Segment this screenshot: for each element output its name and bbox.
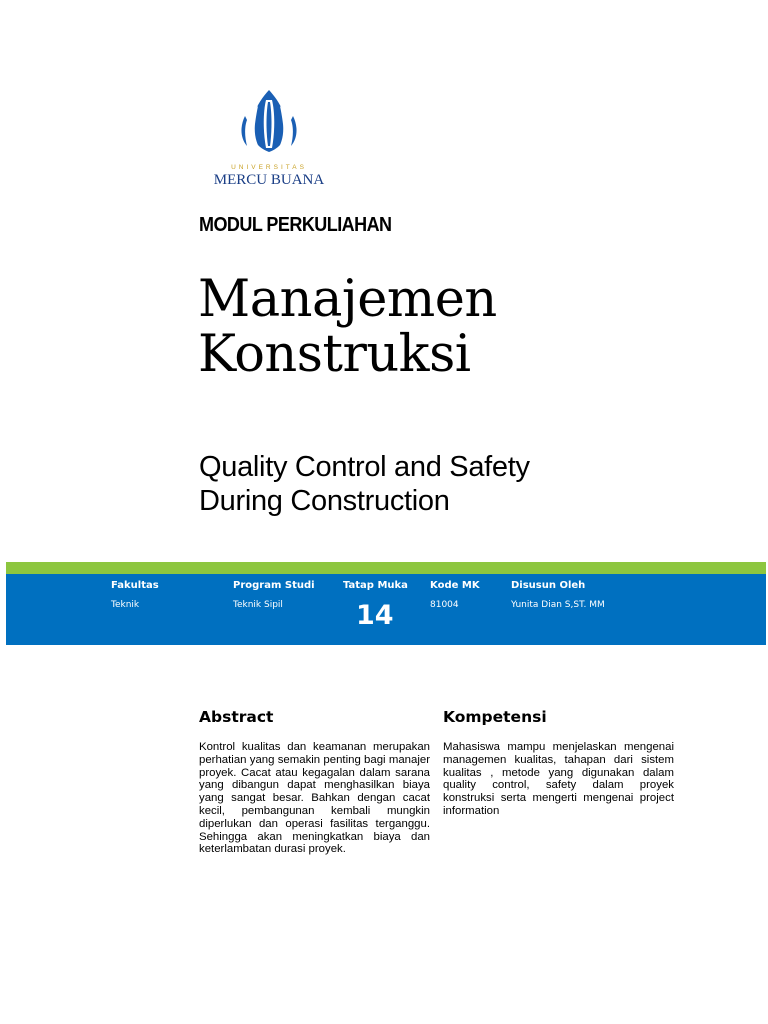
module-subtitle-line-2: During Construction	[199, 485, 450, 517]
course-title	[198, 272, 497, 382]
module-subtitle	[199, 450, 530, 518]
module-subtitle-line-1: Quality Control and Safety	[199, 451, 530, 483]
program-studi-label: Program Studi	[233, 580, 315, 591]
abstract-heading: Abstract	[199, 708, 274, 726]
course-title-line-1: Manajemen	[198, 270, 497, 329]
logo-university-name: MERCU BUANA	[213, 172, 325, 188]
abstract-text: Kontrol kualitas dan keamanan merupakan perhatian yang semakin penting bagi manajer proyek. Cacat atau kegagalan dalam sarana yang dibangun dapat menghasilkan biaya yang sangat besar. Bahkan dengan cacat kecil, pembangunan kembali mungkin diperlukan dan operasi fasilitas terganggu. Sehingga akan meningkatkan biaya dan keterlambatan durasi proyek.	[199, 741, 430, 856]
modul-label: MODUL PERKULIAHAN	[199, 214, 392, 236]
disusun-oleh-label: Disusun Oleh	[511, 580, 586, 591]
course-info-band	[6, 574, 766, 645]
flame-emblem-icon	[200, 86, 338, 164]
disusun-oleh-value: Yunita Dian S,ST. MM	[511, 600, 605, 610]
green-accent-bar	[6, 562, 766, 574]
tatap-muka-value: 14	[356, 600, 394, 631]
logo-universitas-text: UNIVERSITAS	[231, 164, 307, 171]
kode-mk-value: 81004	[430, 600, 459, 610]
tatap-muka-label: Tatap Muka	[343, 580, 408, 591]
kompetensi-heading: Kompetensi	[443, 708, 547, 726]
program-studi-value: Teknik Sipil	[233, 600, 283, 610]
university-logo	[200, 86, 338, 194]
fakultas-label: Fakultas	[111, 580, 159, 591]
course-title-line-2: Konstruksi	[198, 325, 471, 384]
kode-mk-label: Kode MK	[430, 580, 480, 591]
kompetensi-text: Mahasiswa mampu menjelaskan mengenai managemen kualitas, tahapan dari sistem kualitas , metode yang digunakan dalam quality control, safety dalam proyek konstruksi serta mengerti mengenai project information	[443, 741, 674, 817]
fakultas-value: Teknik	[111, 600, 140, 610]
